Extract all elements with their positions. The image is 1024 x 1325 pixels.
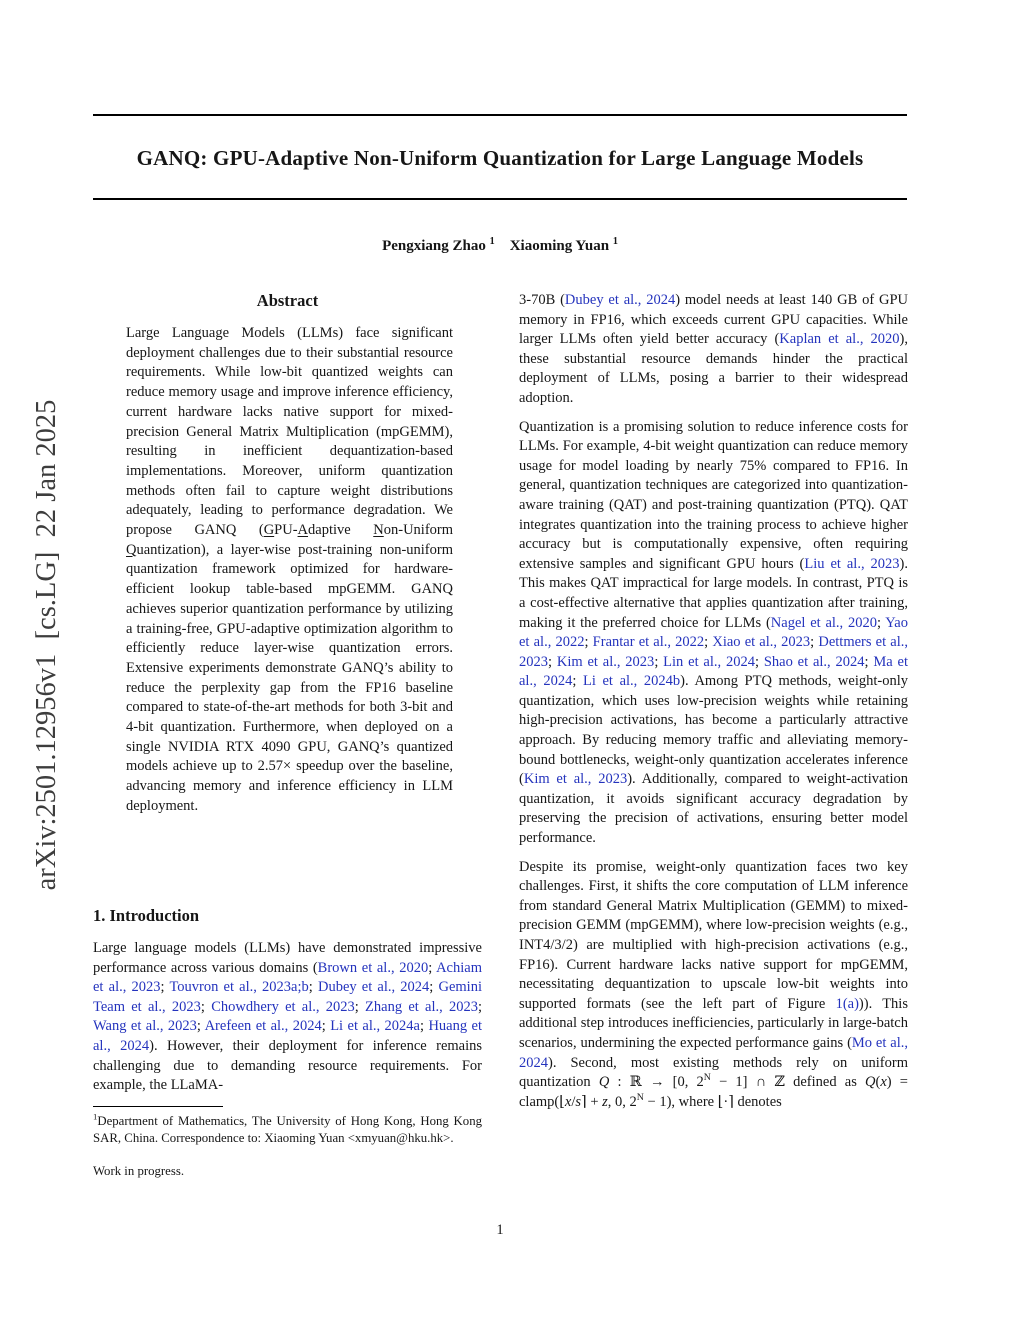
citation-link[interactable]: Shao et al., 2024	[763, 653, 865, 670]
authors-line: Pengxiang Zhao $^1$ Xiaoming Yuan $^1$	[382, 236, 618, 254]
citation-link[interactable]: Frantar et al., 2022	[592, 634, 705, 651]
citation-link[interactable]: Mo et al., 2024	[519, 1034, 908, 1071]
title-rule-top	[93, 114, 907, 116]
footnote-affiliation: $^1$Department of Mathematics, The University of Hong Kong, Hong Kong SAR, China. Correspondence to: Xiaoming Yuan <xmyuan@hku.hk>.	[93, 1111, 482, 1145]
page-number: 1	[496, 1222, 504, 1238]
citation-link[interactable]: Dubey et al., 2024	[317, 979, 430, 996]
citation-link[interactable]: Arefeen et al., 2024	[204, 1018, 322, 1035]
footnote-rule	[93, 1106, 223, 1107]
citation-link[interactable]: Kaplan et al., 2020	[779, 331, 900, 348]
section-heading-introduction: 1. Introduction	[93, 906, 200, 925]
citation-link[interactable]: Yao et al., 2022	[519, 614, 908, 651]
citation-link[interactable]: Dettmers et al., 2023	[519, 634, 908, 670]
citation-link[interactable]: Gemini Team et al., 2023	[93, 979, 482, 1015]
citation-link[interactable]: Xiao et al., 2023	[712, 634, 811, 651]
right-paragraph-1: 3-70B (Dubey et al., 2024) model needs at least 140 GB of GPU memory in FP16, which exceeds current GPU capacities. While larger LLMs often yield better accuracy (Kaplan et al., 2020), these substantial resource demands hinder the practical deployment of LLMs, posing a barrier to their widespread adoption.	[519, 292, 908, 406]
title-rule-bottom	[93, 198, 907, 200]
right-paragraph-3: Despite its promise, weight-only quantization faces two key challenges. First, it shifts the core computation of LLM inference from standard General Matrix Multiplication (GEMM) to mixed-precision GEMM (mpGEMM), where low-precision weights (e.g., INT4/3/2) are multiplied with high-precision activations (e.g., FP16). Current hardware lacks native support for mpGEMM, necessitating dequantization to upscale low-bit weights into supported formats (see the left part of Figure 1(a))). This additional step introduces inefficiencies, particularly in large-batch scenarios, undermining the expected performance gains (Mo et al., 2024). Second, most existing methods rely on uniform quantization Q : ℝ → [0, $2^N - 1$] ∩ ℤ defined as Q(x) = clamp(⌊x/s⌉ + z, 0, $2^N - 1$), where ⌊·⌉ denotes	[519, 858, 908, 1110]
abstract-text: Large Language Models (LLMs) face significant deployment challenges due to their substantial resource requirements. While low-bit quantized weights can reduce memory usage and improve inference efficiency, current hardware lacks native support for mixed-precision General Matrix Multiplication (mpGEMM), resulting in inefficient dequantization-based implementations. Moreover, uniform quantization methods often fail to capture weight distributions adequately, leading to performance degradation. We propose GANQ (GPU-Adaptive Non-Uniform Quantization), a layer-wise post-training non-uniform quantization framework optimized for hardware-efficient lookup table-based mpGEMM. GANQ achieves superior quantization performance by utilizing a training-free, GPU-adaptive optimization algorithm to efficiently reduce layer-wise quantization errors. Extensive experiments demonstrate GANQ’s ability to reduce the perplexity gap from the FP16 baseline compared to state-of-the-art methods for both 3-bit and 4-bit quantization. Furthermore, when deployed on a single NVIDIA RTX 4090 GPU, GANQ’s quantized models achieve up to 2.57× speedup over the baseline, advancing memory and inference efficiency in LLM deployment.	[126, 325, 453, 814]
left-column-introduction	[93, 906, 482, 1180]
citation-link[interactable]: Wang et al., 2023	[93, 1018, 197, 1035]
citation-link[interactable]: Nagel et al., 2020	[770, 614, 877, 631]
citation-link[interactable]: Zhang et al., 2023	[365, 998, 478, 1015]
citation-link[interactable]: Achiam et al., 2023	[93, 959, 482, 996]
right-paragraph-2: Quantization is a promising solution to reduce inference costs for LLMs. For example, 4-bit weight quantization can reduce memory usage for model loading by nearly 75% compared to FP16. In general, quantization techniques are categorized into quantization-aware training (QAT) and post-training quantization (PTQ). QAT integrates quantization into the training process to achieve higher accuracy but is computationally expensive, often requiring extensive samples and significant GPU hours (Liu et al., 2023). This makes QAT impractical for large models. In contrast, PTQ is a cost-effective alternative that applies quantization after training, making it the preferred choice for LLMs (Nagel et al., 2020; Yao et al., 2022; Frantar et al., 2022; Xiao et al., 2023; Dettmers et al., 2023; Kim et al., 2023; Lin et al., 2024; Shao et al., 2024; Ma et al., 2024; Li et al., 2024b). Among PTQ methods, weight-only quantization, which uses low-precision weights while retaining high-precision activations, has become a particularly attractive approach. By reducing memory traffic and alleviating memory-bound bottlenecks, weight-only quantization accelerates inference (Kim et al., 2023). Additionally, compared to weight-activation quantization, it avoids significant accuracy degradation by preserving the precision of activations, ensuring better model performance.	[519, 418, 909, 847]
citation-link[interactable]: Li et al., 2024a	[330, 1018, 420, 1035]
citation-link[interactable]: Touvron et al., 2023a;b	[169, 979, 309, 996]
citation-link[interactable]: Dubey et al., 2024	[564, 292, 676, 308]
abstract-heading: Abstract	[256, 291, 319, 310]
citation-link[interactable]: Huang et al., 2024	[93, 1018, 483, 1054]
citation-link[interactable]: Kim et al., 2023	[556, 653, 655, 670]
introduction-paragraph: Large language models (LLMs) have demonstrated impressive performance across various domains (Brown et al., 2020; Achiam et al., 2023; Touvron et al., 2023a;b; Dubey et al., 2024; Gemini Team et al., 2023; Chowdhery et al., 2023; Zhang et al., 2023; Wang et al., 2023; Arefeen et al., 2024; Li et al., 2024a; Huang et al., 2024). However, their deployment for inference remains challenging due to demanding resource requirements. For example, the LLaMA-	[93, 940, 483, 1094]
paper-title: GANQ: GPU-Adaptive Non-Uniform Quantization for Large Language Models	[136, 146, 864, 170]
citation-link[interactable]: 1(a)	[835, 995, 859, 1012]
arxiv-watermark: arXiv:2501.12956v1 [cs.LG] 22 Jan 2025	[31, 399, 62, 891]
citation-link[interactable]: Li et al., 2024b	[583, 673, 681, 690]
left-column-abstract	[93, 283, 482, 817]
citation-link[interactable]: Brown et al., 2020	[317, 959, 429, 976]
right-column	[519, 291, 908, 1112]
citation-link[interactable]: Ma et al., 2024	[519, 653, 908, 690]
work-in-progress-note: Work in progress.	[93, 1164, 185, 1179]
citation-link[interactable]: Chowdhery et al., 2023	[211, 998, 355, 1015]
citation-link[interactable]: Liu et al., 2023	[804, 555, 900, 572]
citation-link[interactable]: Kim et al., 2023	[523, 771, 628, 788]
citation-link[interactable]: Lin et al., 2024	[663, 653, 755, 670]
